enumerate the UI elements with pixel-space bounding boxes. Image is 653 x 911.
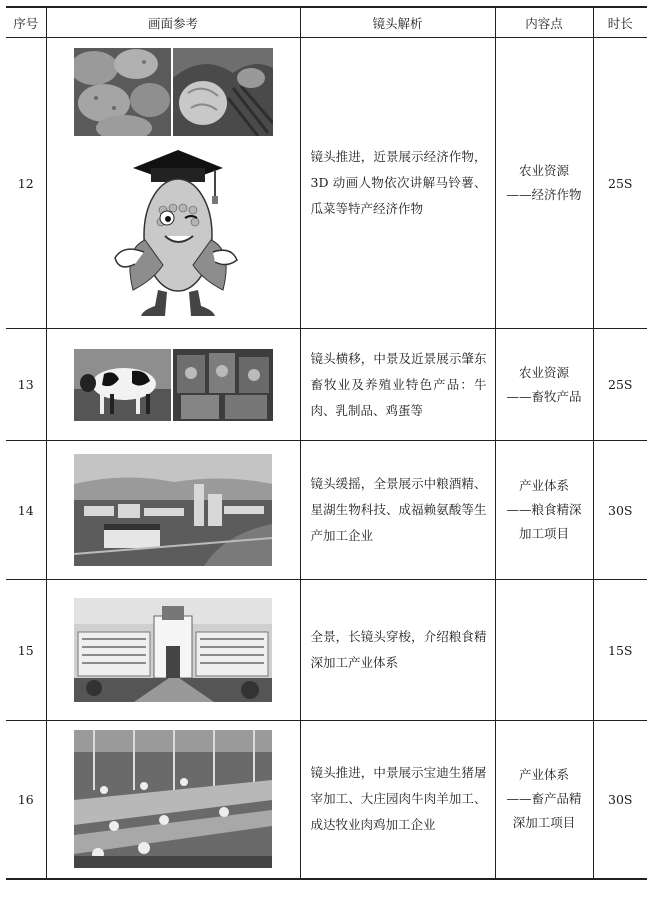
shot-analysis: 全景，长镜头穿梭，介绍粮食精深加工产业体系 [300, 580, 495, 721]
header-duration: 时长 [593, 7, 647, 38]
picture-cell [46, 38, 300, 329]
content-line: 农业资源 [518, 163, 569, 178]
picture-cell [46, 580, 300, 721]
content-line: ——畜牧产品 [506, 388, 582, 404]
content-line: ——粮食精深 [506, 502, 582, 517]
content-line: 产业体系 [518, 478, 569, 493]
picture-cell [46, 329, 300, 441]
packaged-products-photo [173, 349, 273, 421]
duration: 15S [593, 580, 647, 721]
header-picture: 画面参考 [46, 7, 300, 38]
picture-cell [46, 721, 300, 879]
content-point [495, 38, 593, 329]
content-line: 产业体系 [518, 767, 569, 783]
header-seq: 序号 [6, 7, 46, 38]
content-point [495, 721, 593, 879]
content-line: ——畜产品精 [506, 791, 582, 807]
row-number: 12 [6, 38, 46, 329]
duration: 25S [593, 38, 647, 329]
header-row [6, 7, 647, 38]
row-number: 15 [6, 580, 46, 721]
shot-analysis: 镜头推进，中景展示宝迪生猪屠宰加工、大庄园肉牛肉羊加工、成达牧业肉鸡加工企业 [300, 721, 495, 879]
row-number: 14 [6, 441, 46, 580]
meat-processing-workshop-photo [74, 730, 272, 868]
shot-analysis: 镜头推进，近景展示经济作物，3D 动画人物依次讲解马铃薯、瓜菜等特产经济作物 [300, 38, 495, 329]
content-point [495, 441, 593, 580]
corn-mascot-illustration [103, 140, 243, 320]
picture-cell [46, 441, 300, 580]
table-row [6, 580, 647, 721]
industrial-park-aerial-photo [74, 454, 272, 566]
content-line: 深加工项目 [512, 815, 576, 831]
content-line: 农业资源 [518, 364, 569, 380]
header-analysis: 镜头解析 [300, 7, 495, 38]
row-number: 16 [6, 721, 46, 879]
header-content: 内容点 [495, 7, 593, 38]
content-line: ——经济作物 [506, 187, 582, 202]
content-line: 加工项目 [518, 526, 569, 541]
table-row [6, 721, 647, 879]
company-building-photo [74, 598, 272, 702]
shot-analysis: 镜头缓摇，全景展示中粮酒精、星湖生物科技、成福赖氨酸等生产加工企业 [300, 441, 495, 580]
storyboard-table [6, 6, 647, 880]
potatoes-photo [74, 48, 171, 136]
duration: 30S [593, 441, 647, 580]
table-row [6, 441, 647, 580]
shot-analysis: 镜头横移，中景及近景展示肇东畜牧业及养殖业特色产品：牛肉、乳制品、鸡蛋等 [300, 329, 495, 441]
table-row [6, 38, 647, 329]
table-row [6, 329, 647, 441]
duration: 30S [593, 721, 647, 879]
duration: 25S [593, 329, 647, 441]
content-point [495, 580, 593, 721]
content-point [495, 329, 593, 441]
dairy-cow-photo [74, 349, 171, 421]
vegetables-photo [173, 48, 273, 136]
row-number: 13 [6, 329, 46, 441]
